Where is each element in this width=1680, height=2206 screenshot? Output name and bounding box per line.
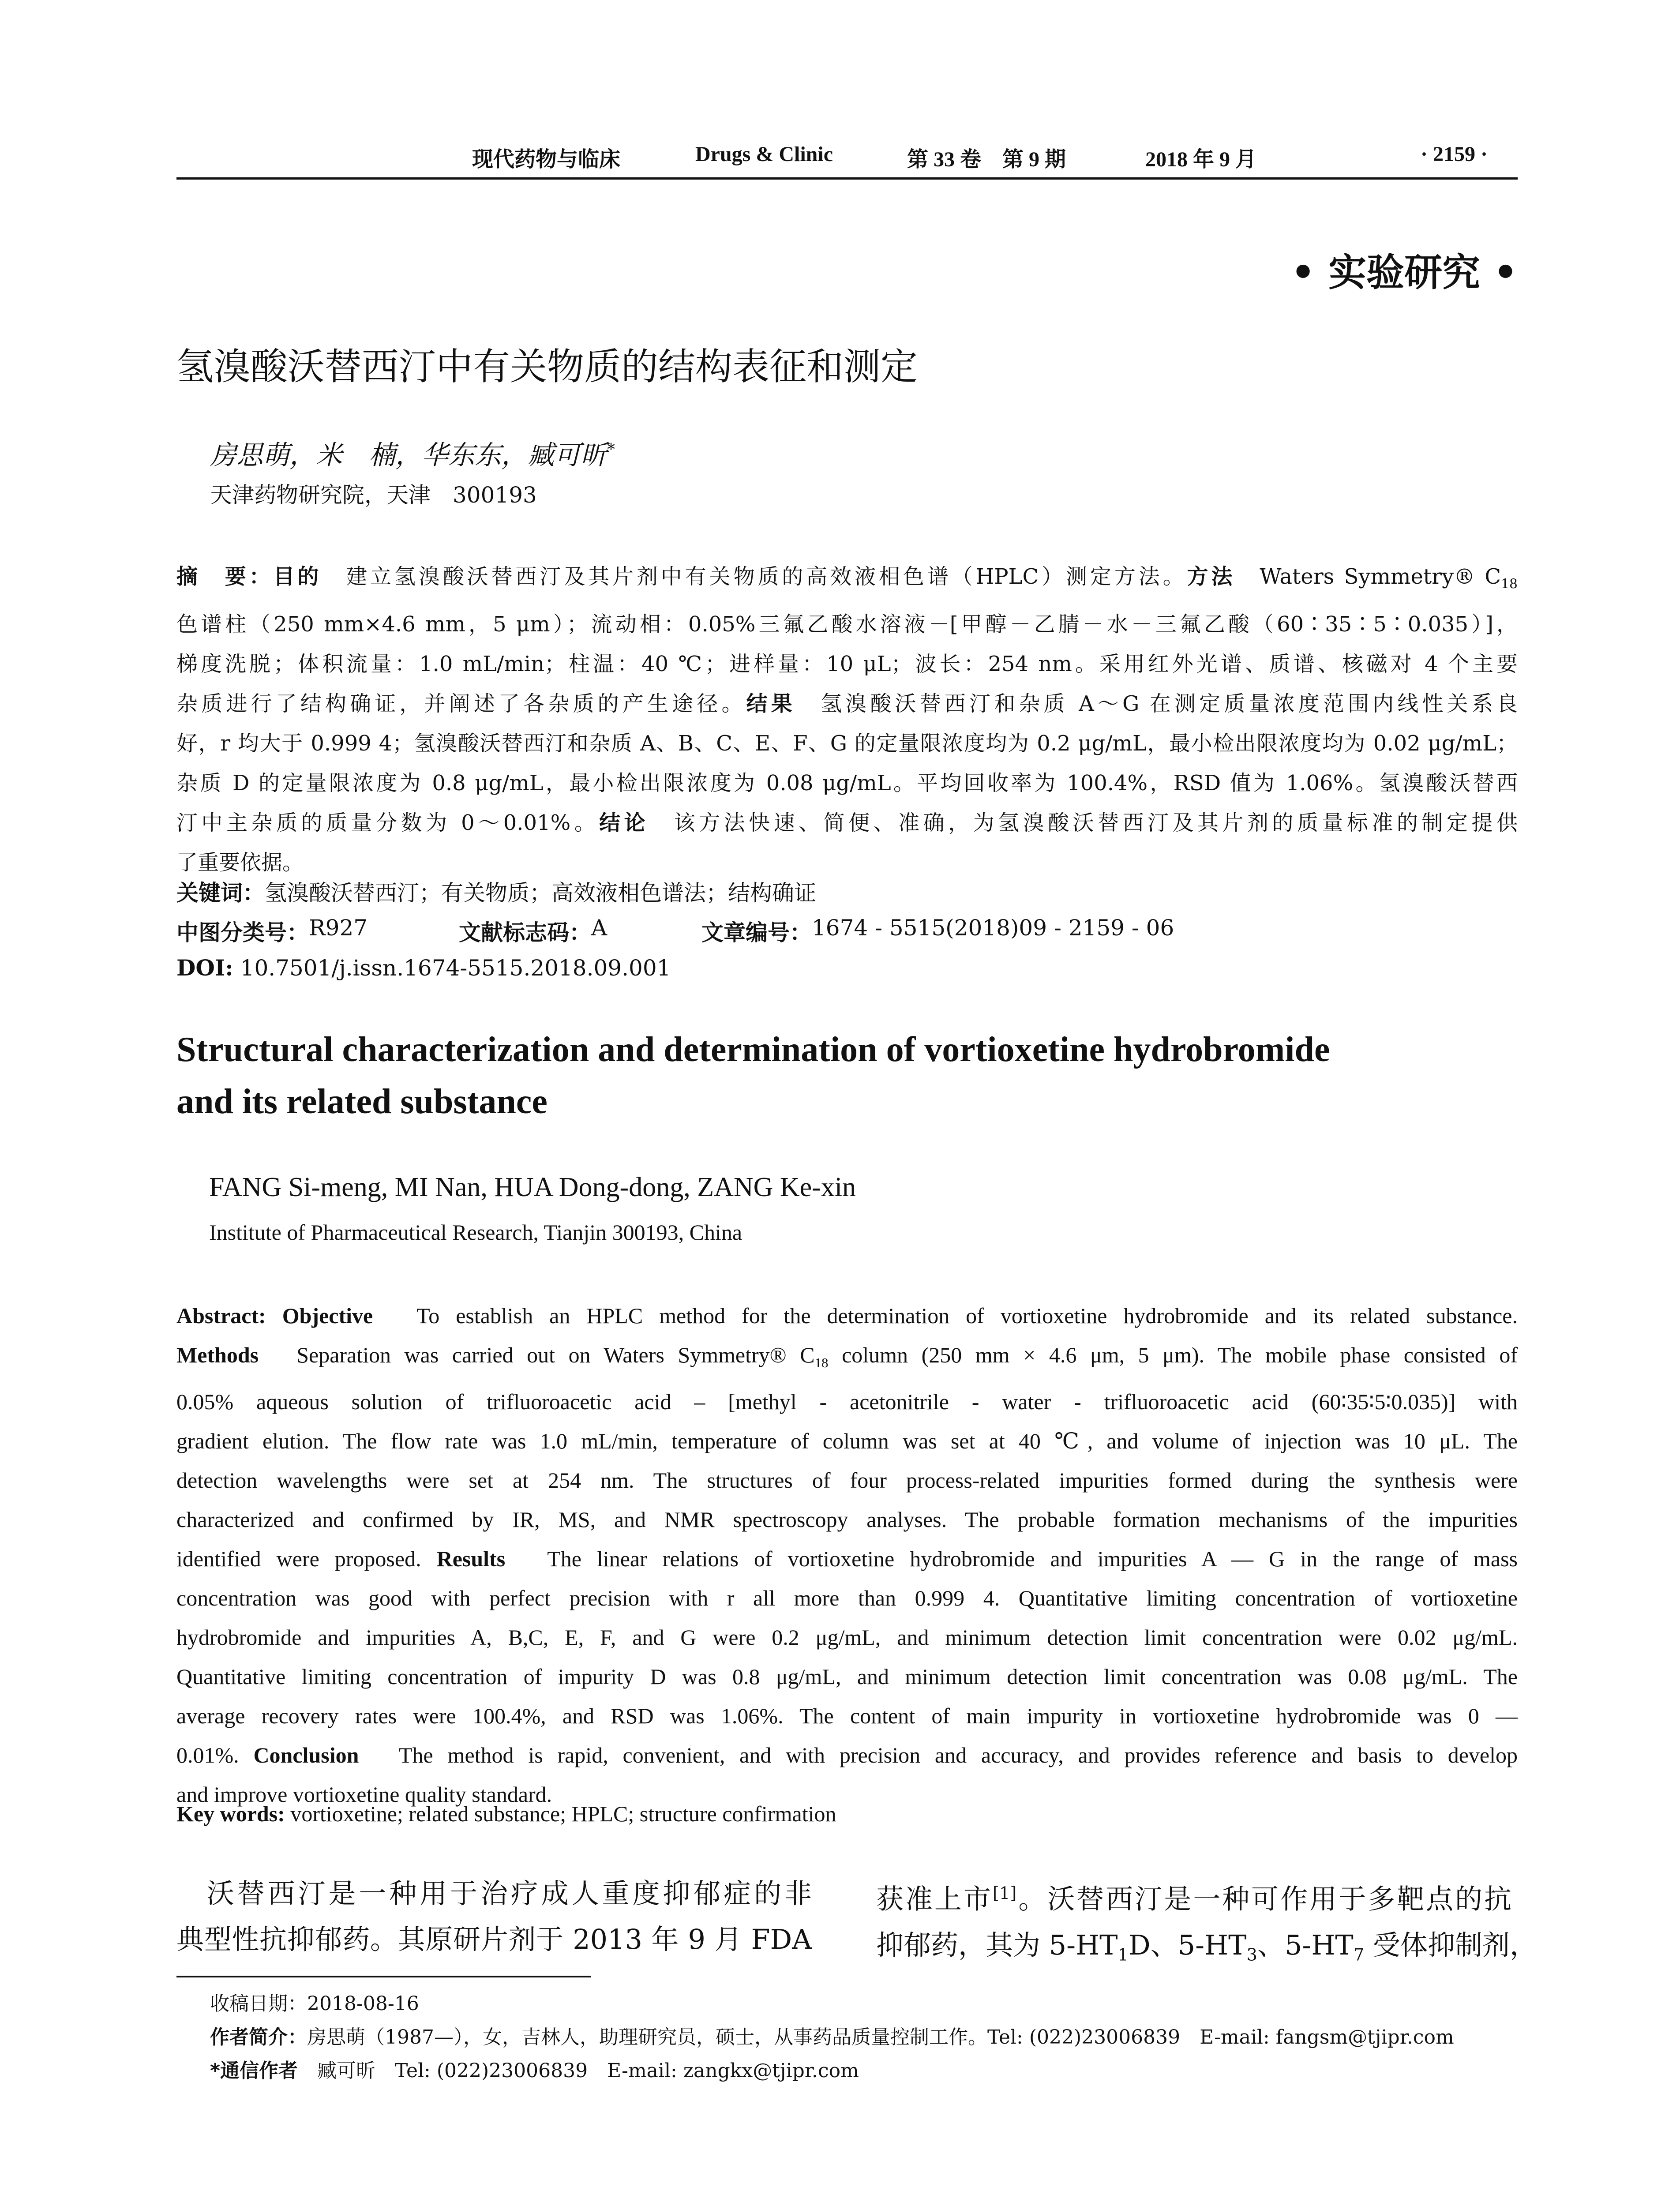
abstract-en-line: Abstract: Objective To establish an HPLC method for the determination of vortioxetine hydrobromide and its related substance.	[176, 1303, 1518, 1328]
body-line: 典型性抗抑郁药。其原研片剂于 2013 年 9 月 FDA	[176, 1923, 812, 1955]
abstract-en-line: Quantitative limiting concentration of impurity D was 0.8 μg/mL, and minimum detection limit concentration was 0.08 μg/mL. The	[176, 1664, 1518, 1689]
keywords-label-en: Key words:	[176, 1801, 285, 1826]
journal-name-en: Drugs & Clinic	[695, 143, 833, 166]
authors-cn	[210, 434, 615, 472]
article-number: 文章编号： 1674 - 5515(2018)09 - 2159 - 06	[701, 915, 1174, 945]
footnote-rule	[176, 1976, 591, 1977]
corresponding-author: *通信作者 臧可昕 Tel: (022)23006839 E-mail: zangkx@tjipr.com	[210, 2060, 859, 2082]
abstract-en-line: characterized and confirmed by IR, MS, and NMR spectroscopy analyses. The probable formation mechanisms of the impurities	[176, 1507, 1518, 1532]
header-rule	[176, 177, 1518, 180]
abstract-en-line: hydrobromide and impurities A, B,C, E, F, and G were 0.2 μg/mL, and minimum detection limit concentration were 0.02 μg/mL.	[176, 1625, 1518, 1650]
abstract-label-cn: 摘 要：	[176, 564, 274, 589]
journal-name-cn: 现代药物与临床	[472, 147, 621, 172]
running-header	[176, 142, 1518, 182]
affiliation-en: Institute of Pharmaceutical Research, Tianjin 300193, China	[209, 1220, 742, 1245]
abstract-en	[176, 1296, 1518, 1814]
clc-number: 中图分类号： R927	[176, 915, 368, 945]
abstract-en-line: and improve vortioxetine quality standard.	[176, 1782, 552, 1807]
doi: DOI: 10.7501/j.issn.1674-5515.2018.09.001	[176, 955, 671, 981]
abstract-cn-line: 杂质 D 的定量限浓度为 0.8 μg/mL，最小检出限浓度为 0.08 μg/mL。平均回收率为 100.4%，RSD 值为 1.06%。氢溴酸沃替西	[176, 770, 1518, 795]
abstract-cn-line: 摘 要：目的 建立氢溴酸沃替西汀及其片剂中有关物质的高效液相色谱（HPLC）测定方法。方法 Waters Symmetry® $C_{18}$	[176, 564, 1518, 592]
footnotes	[210, 1987, 1454, 2088]
authors-en: FANG Si-meng, MI Nan, HUA Dong-dong, ZANG Ke-xin	[209, 1172, 856, 1202]
abstract-cn-line: 好，r 均大于 0.999 4；氢溴酸沃替西汀和杂质 A、B、C、E、F、G 的定量限浓度均为 0.2 μg/mL，最小检出限浓度均为 0.02 μg/mL；	[176, 731, 1518, 756]
keywords-cn: 关键词：氢溴酸沃替西汀；有关物质；高效液相色谱法；结构确证	[176, 880, 816, 906]
abstract-cn-line: 梯度洗脱；体积流量：1.0 mL/min；柱温：40 ℃；进样量：10 μL；波长：254 nm。采用红外光谱、质谱、核磁对 4 个主要	[176, 651, 1518, 676]
abstract-cn	[176, 557, 1518, 882]
body-line: 抑郁药，其为 $5-HT_1D$、$5-HT_3$、$5-HT_7$ 受体抑制剂，	[876, 1928, 1537, 1965]
affiliation-cn: 天津药物研究院，天津 300193	[210, 482, 537, 508]
abstract-cn-line: 了重要依据。	[176, 850, 304, 875]
keywords-en: Key words: vortioxetine; related substance; HPLC; structure confirmation	[176, 1801, 836, 1826]
abstract-cn-line: 色谱柱（250 mm×4.6 mm，5 μm）；流动相：0.05%三氟乙酸水溶液－[甲醇－乙腈－水－三氟乙酸（60∶35∶5∶0.035）]，	[176, 612, 1518, 637]
abstract-en-line: concentration was good with perfect precision with r all more than 0.999 4. Quantitative limiting concentration of vortioxetine	[176, 1586, 1518, 1610]
section-tag: • 实验研究 •	[1291, 251, 1518, 295]
document-code: 文献标志码： A	[459, 915, 608, 945]
authors-cn-names: 房思萌，米 楠，华东东，臧可昕	[210, 440, 607, 471]
title-cn: 氢溴酸沃替西汀中有关物质的结构表征和测定	[176, 345, 918, 388]
title-en: Structural characterization and determination of vortioxetine hydrobromide and its related substance	[176, 1030, 1330, 1121]
abstract-en-line: average recovery rates were 100.4%, and RSD was 1.06%. The content of main impurity in vortioxetine hydrobromide was 0 —	[176, 1703, 1518, 1728]
body-column-left	[176, 1871, 812, 1962]
issue-date: 2018 年 9 月	[1145, 148, 1257, 171]
volume-issue: 第 33 卷 第 9 期	[907, 148, 1066, 171]
abstract-cn-line: 汀中主杂质的质量分数为 0～0.01%。结论 该方法快速、简便、准确，为氢溴酸沃替西汀及其片剂的质量标准的制定提供	[176, 810, 1518, 835]
corresponding-mark: *	[607, 441, 615, 459]
body-line: 获准上市[1]。沃替西汀是一种可作用于多靶点的抗	[876, 1883, 1511, 1915]
body-line: 沃替西汀是一种用于治疗成人重度抑郁症的非	[176, 1877, 812, 1910]
abstract-en-line: identified were proposed. Results The linear relations of vortioxetine hydrobromide and impurities A — G in the range of mass	[176, 1546, 1518, 1571]
author-bio: 作者简介：房思萌（1987—），女，吉林人，助理研究员，硕士，从事药品质量控制工作。Tel: (022)23006839 E-mail: fangsm@tjipr.com	[210, 2026, 1454, 2048]
body-column-right	[876, 1871, 1537, 1978]
abstract-cn-line: 杂质进行了结构确证，并阐述了各杂质的产生途径。结果 氢溴酸沃替西汀和杂质 A～G 在测定质量浓度范围内线性关系良	[176, 691, 1518, 716]
abstract-en-line: 0.05% aqueous solution of trifluoroacetic acid – [methyl - acetonitrile - water - trifluoroacetic acid (60∶35∶5∶0.035)] with	[176, 1389, 1518, 1414]
page-number: · 2159 ·	[1421, 143, 1488, 166]
citation-ref: [1]	[992, 1883, 1017, 1903]
abstract-en-line: 0.01%. Conclusion The method is rapid, convenient, and with precision and accuracy, and provides reference and basis to develop	[176, 1743, 1518, 1767]
abstract-en-line: gradient elution. The flow rate was 1.0 mL/min, temperature of column was set at 40 ℃, and volume of injection was 10 μL. The	[176, 1429, 1518, 1453]
abstract-en-line: Methods Separation was carried out on Waters Symmetry® $C_{18}$ column (250 mm × 4.6 μm, 5 μm). The mobile phase consisted of	[176, 1343, 1518, 1370]
keywords-label-cn: 关键词：	[176, 880, 265, 906]
abstract-en-line: detection wavelengths were set at 254 nm. The structures of four process-related impurities formed during the synthesis were	[176, 1468, 1518, 1493]
abstract-label-en: Abstract:	[176, 1303, 266, 1328]
received-date: 收稿日期：2018-08-16	[210, 1992, 419, 2015]
